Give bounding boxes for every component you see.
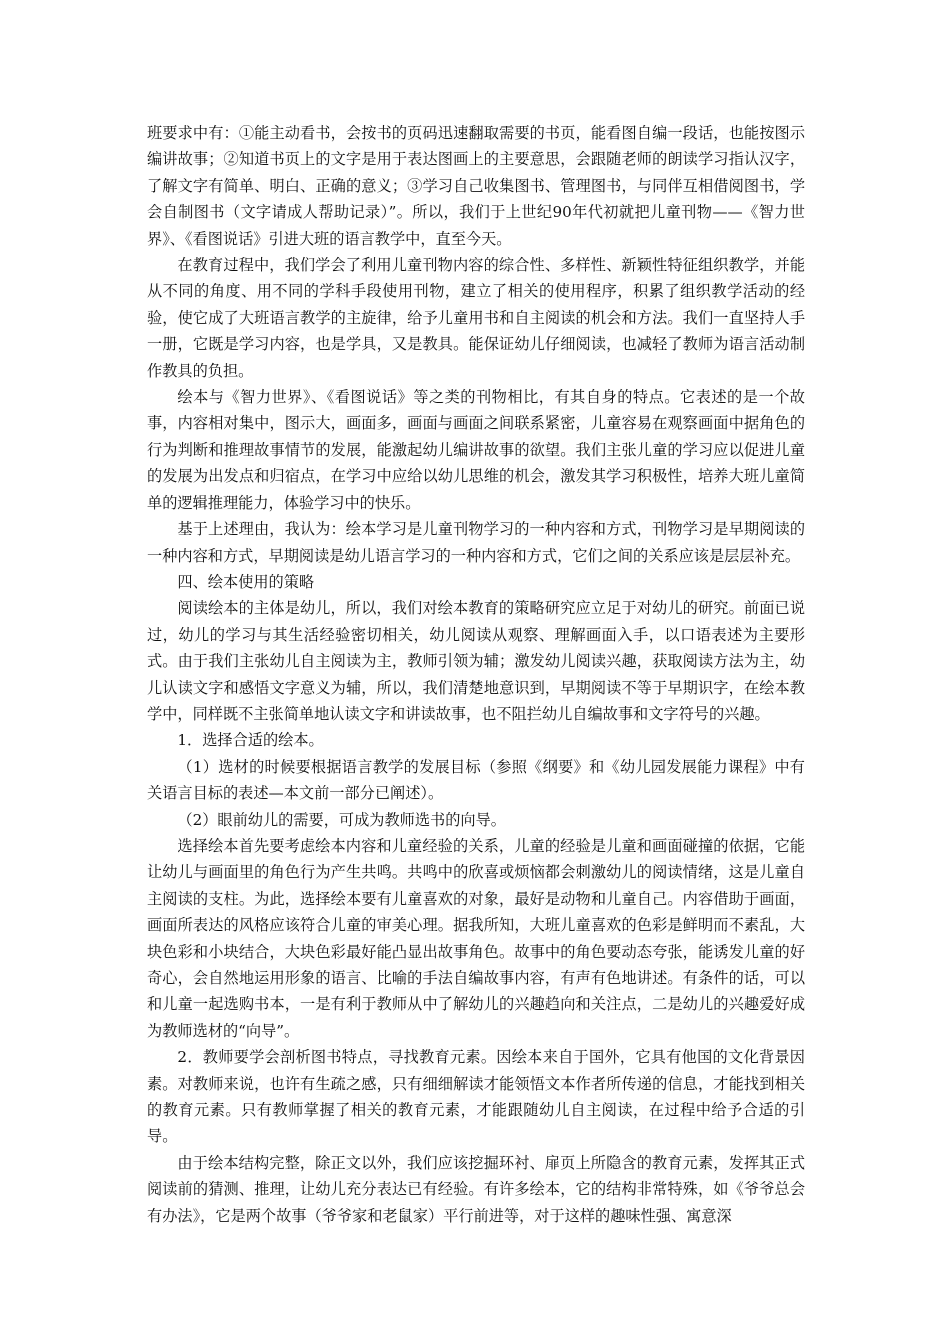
paragraph-5: 阅读绘本的主体是幼儿，所以，我们对绘本教育的策略研究应立足于对幼儿的研究。前面已说过，幼儿的学习与其生活经验密切相关，幼儿阅读从观察、理解画面入手，以口语表述为主要形式。由于我们主张幼儿自主阅读为主，教师引领为辅；激发幼儿阅读兴趣，获取阅读方法为主，幼儿认读文字和感悟文字意义为辅，所以，我们清楚地意识到，早期阅读不等于早期识字，在绘本教学中，同样既不主张简单地认读文字和讲读故事，也不阻拦幼儿自编故事和文字符号的兴趣。 (147, 599, 805, 723)
section-heading-strategy: 四、绘本使用的策略 (177, 572, 315, 591)
paragraph-2: 在教育过程中，我们学会了利用儿童刊物内容的综合性、多样性、新颖性特征组织教学，并能从不同的角度、用不同的学科手段使用刊物，建立了相关的使用程序，积累了组织教学活动的经验，使它成了大班语言教学的主旋律，给予儿童用书和自主阅读的机会和方法。我们一直坚持人手一册，它既是学习内容，也是学具，又是教具。能保证幼儿仔细阅读，也减轻了教师为语言活动制作教具的负担。 (147, 256, 805, 380)
subheading-2: 2．教师要学会剖析图书特点，寻找教育元素。因绘本来自于国外，它具有他国的文化背景因素。对教师来说，也许有生疏之感，只有细细解读才能领悟文本作者所传递的信息，才能找到相关的教育元素。只有教师掌握了相关的教育元素，才能跟随幼儿自主阅读，在过程中给予合适的引导。 (147, 1048, 805, 1146)
list-item-2: （2）眼前幼儿的需要，可成为教师选书的向导。 (177, 810, 506, 829)
list-item-1: （1）选材的时候要根据语言教学的发展目标（参照《纲要》和《幼儿园发展能力课程》中有关语言目标的表述—本文前一部分已阐述）。 (147, 757, 805, 803)
paragraph-7: 由于绘本结构完整，除正文以外，我们应该挖掘环衬、扉页上所隐含的教育元素，发挥其正式阅读前的猜测、推理，让幼儿充分表达已有经验。有许多绘本，它的结构非常特殊，如《爷爷总会有办法》，它是两个故事（爷爷家和老鼠家）平行前进等，对于这样的趣味性强、寓意深 (147, 1153, 805, 1225)
paragraph-3: 绘本与《智力世界》、《看图说话》等之类的刊物相比，有其自身的特点。它表述的是一个故事，内容相对集中，图示大，画面多，画面与画面之间联系紧密，儿童容易在观察画面中据角色的行为判断和推理故事情节的发展，能激起幼儿编讲故事的欲望。我们主张儿童的学习应以促进儿童的发展为出发点和归宿点，在学习中应给以幼儿思维的机会，激发其学习积极性，培养大班儿童简单的逻辑推理能力，体验学习中的快乐。 (147, 388, 805, 512)
paragraph-6: 选择绘本首先要考虑绘本内容和儿童经验的关系，儿童的经验是儿童和画面碰撞的依据，它能让幼儿与画面里的角色行为产生共鸣。共鸣中的欣喜或烦恼都会刺激幼儿的阅读情绪，这是儿童自主阅读的支柱。为此，选择绘本要有儿童喜欢的对象，最好是动物和儿童自己。内容借助于画面，画面所表达的风格应该符合儿童的审美心理。据我所知，大班儿童喜欢的色彩是鲜明而不素乱，大块色彩和小块结合，大块色彩最好能凸显出故事角色。故事中的角色要动态夸张，能诱发儿童的好奇心，会自然地运用形象的语言、比喻的手法自编故事内容，有声有色地讲述。有条件的话，可以和儿童一起选购书本，一是有利于教师从中了解幼儿的兴趣趋向和关注点，二是幼儿的兴趣爱好成为教师选材的“向导”。 (147, 836, 805, 1040)
subheading-1: 1．选择合适的绘本。 (177, 731, 324, 750)
document-body (147, 120, 805, 1229)
paragraph-4: 基于上述理由，我认为：绘本学习是儿童刊物学习的一种内容和方式，刊物学习是早期阅读的一种内容和方式，早期阅读是幼儿语言学习的一种内容和方式，它们之间的关系应该是层层补充。 (147, 520, 805, 565)
paragraph-1: 班要求中有：①能主动看书，会按书的页码迅速翻取需要的书页，能看图自编一段话，也能按图示编讲故事；②知道书页上的文字是用于表达图画上的主要意思，会跟随老师的朗读学习指认汉字，了解文字有简单、明白、正确的意义；③学习自己收集图书、管理图书，与同伴互相借阅图书，学会自制图书（文字请成人帮助记录）”。所以，我们于上世纪90年代初就把儿童刊物——《智力世界》、《看图说话》引进大班的语言教学中，直至今天。 (147, 124, 805, 248)
